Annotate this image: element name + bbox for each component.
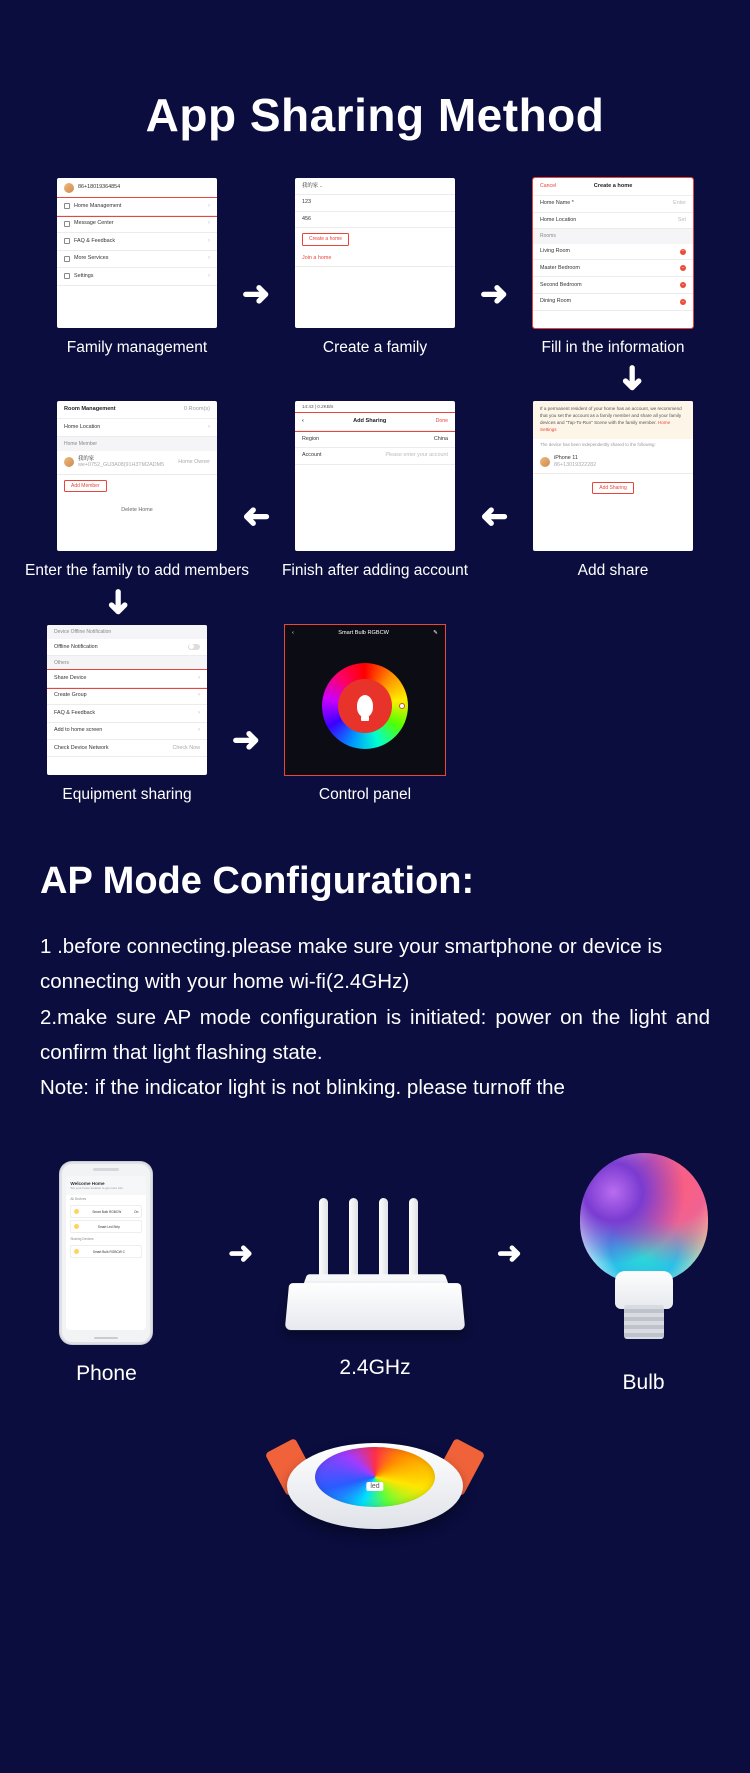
section-others: Others	[47, 656, 207, 670]
menu-label: Message Center	[74, 220, 114, 227]
arrow-right-icon: ➜	[228, 1237, 254, 1271]
add-sharing-wrap	[533, 474, 693, 502]
device-flow	[0, 1105, 750, 1395]
back-button[interactable]: ‹	[302, 418, 304, 425]
screenshot-add-share	[533, 401, 693, 551]
screenshot-create-home-form	[533, 178, 693, 328]
home-name: 456	[302, 216, 311, 222]
device-card[interactable]	[70, 1245, 142, 1258]
avatar	[540, 457, 550, 467]
row-label: Check Device Network	[54, 744, 109, 751]
account-row	[57, 178, 217, 198]
chevron-right-icon: ›	[208, 220, 210, 226]
control-panel-header	[285, 625, 445, 641]
member-name: iPhone 11	[554, 454, 578, 461]
row-value: Check Now	[172, 744, 200, 751]
field-region[interactable]	[295, 431, 455, 448]
share-sub: The device has been independently shared to the following:	[540, 441, 656, 447]
bulb-neck	[615, 1271, 673, 1309]
router-body	[285, 1283, 466, 1330]
menu-label: Home Management	[74, 202, 122, 209]
step-caption: Fill in the information	[541, 339, 685, 356]
chevron-right-icon: ›	[208, 272, 210, 279]
ap-line-2: 2.make sure AP mode configuration is initiated: power on the light and confirm that light flashing state.	[40, 1005, 710, 1064]
arrow-right-icon: ➜	[241, 274, 271, 313]
chevron-right-icon: ›	[198, 692, 200, 698]
flow-row-1	[10, 178, 740, 357]
rooms-section-label: Rooms	[533, 229, 693, 243]
menu-item-more-services[interactable]	[57, 251, 217, 269]
sharing-devices-label: Sharing Devices	[70, 1237, 94, 1242]
member-id: 86+13019322282	[554, 461, 597, 468]
field-label: Home Location	[540, 217, 577, 224]
create-home-button[interactable]: Create a home	[302, 233, 349, 245]
delete-home-button[interactable]: Delete Home	[121, 506, 153, 513]
device-router	[269, 1168, 482, 1380]
row-label: Home Location	[64, 424, 101, 431]
device-title: Smart Bulb RGBCW	[338, 629, 389, 636]
home-row-1[interactable]	[295, 195, 455, 212]
arrow-down-icon: ➜	[612, 364, 651, 393]
arrow-left-icon: ➜	[241, 498, 271, 537]
router-antenna	[409, 1198, 418, 1280]
room-row[interactable]	[533, 244, 693, 261]
flow-row-2	[10, 401, 740, 580]
arrow-down-wrap-1	[10, 357, 740, 401]
home-settings-link[interactable]: Home Settings	[540, 420, 671, 433]
device-caption: Bulb	[622, 1371, 665, 1395]
ap-line-3: Note: if the indicator light is not blinking. please turnoff the	[40, 1076, 565, 1100]
step-equipment-sharing	[34, 625, 220, 804]
room-row[interactable]	[533, 277, 693, 294]
shared-member-row[interactable]	[533, 450, 693, 474]
all-devices-label: All Devices	[70, 1197, 87, 1202]
flow-diagram	[0, 178, 750, 804]
row-home-location[interactable]	[57, 419, 217, 437]
screenshot-family-management	[57, 178, 217, 328]
row-label: Offline Notification	[54, 643, 98, 650]
arrow-left-1	[230, 498, 282, 537]
member-row[interactable]	[57, 451, 217, 475]
arrow-down-icon: ➜	[99, 587, 138, 616]
room-count: 0 Room(s)	[183, 406, 210, 413]
screenshot-device-settings	[47, 625, 207, 775]
ap-mode-heading: AP Mode Configuration:	[40, 860, 475, 903]
step-fill-information	[520, 178, 706, 357]
home-member-label: Home Member	[57, 437, 217, 451]
form-header	[533, 178, 693, 196]
field-home-name[interactable]	[533, 196, 693, 213]
device-card[interactable]	[70, 1205, 142, 1218]
router-mockup	[275, 1168, 475, 1338]
welcome-banner	[66, 1176, 146, 1195]
step-caption: Create a family	[322, 339, 428, 356]
step-caption: Family management	[66, 339, 208, 356]
downlight-mockup	[272, 1413, 478, 1535]
step-add-members	[25, 401, 249, 580]
home-header	[295, 178, 455, 195]
member-role: Home Owner	[178, 458, 210, 465]
account-id: 86+18019364854	[78, 184, 121, 191]
join-home-row[interactable]	[295, 251, 455, 268]
downlight-face	[315, 1447, 435, 1507]
row-faq-feedback[interactable]	[47, 705, 207, 723]
chevron-right-icon: ›	[198, 727, 200, 733]
menu-item-faq-feedback[interactable]	[57, 233, 217, 251]
chevron-right-icon: ›	[208, 423, 210, 430]
field-home-location[interactable]	[533, 213, 693, 230]
field-value: China	[433, 435, 448, 442]
account-input[interactable]: Please enter your account	[385, 452, 448, 459]
ap-line-1: 1 .before connecting.please make sure your smartphone or device is connecting with your home wi-fi(2.4GHz)	[40, 935, 663, 994]
screen-title: Add Sharing	[353, 418, 387, 425]
faq-icon	[64, 238, 70, 244]
field-label: Home Name *	[540, 200, 574, 207]
arrow-right-icon: ➜	[496, 1237, 522, 1271]
chevron-right-icon: ›	[208, 202, 210, 209]
add-sharing-button[interactable]: Add Sharing	[592, 482, 634, 494]
bulb-glass	[580, 1153, 708, 1283]
row-check-device-network[interactable]	[47, 740, 207, 757]
row-label: FAQ & Feedback	[54, 709, 96, 716]
phone-speaker	[93, 1168, 119, 1171]
home-row-2[interactable]	[295, 212, 455, 229]
offline-toggle[interactable]	[188, 644, 200, 651]
step-caption: Add share	[577, 562, 649, 580]
section-offline: Device Offline Notification	[47, 625, 207, 639]
home-name: 123	[302, 199, 311, 206]
step-finish-adding-account	[282, 401, 468, 580]
form-title: Create a home	[593, 183, 633, 189]
device-card[interactable]	[70, 1220, 142, 1233]
phone-mockup	[60, 1162, 152, 1344]
home-header-label: 我的家 ..	[302, 182, 323, 189]
arrow-right-icon: ➜	[479, 274, 509, 313]
row-label: Create Group	[54, 692, 87, 699]
chevron-right-icon: ›	[208, 237, 210, 244]
menu-item-message-center[interactable]	[57, 216, 217, 234]
row-label: Add to home screen	[54, 727, 103, 734]
arrow-right-4	[213, 1239, 269, 1269]
bulb-icon	[74, 1249, 79, 1254]
device-name: Smart Bulb RGBCW C	[92, 1249, 125, 1254]
arrow-right-3	[220, 721, 272, 760]
remove-room-icon[interactable]: −	[681, 248, 685, 255]
bulb-icon	[74, 1209, 79, 1214]
room-row[interactable]	[533, 294, 693, 311]
welcome-subtitle: Set your home location to get more info	[70, 1186, 123, 1191]
menu-item-home-management[interactable]	[57, 198, 217, 216]
device-phone	[0, 1162, 213, 1386]
arrow-left-icon: ➜	[479, 498, 509, 537]
avatar	[64, 457, 74, 467]
downlight-badge: led	[366, 1482, 383, 1491]
room-mgmt-header	[57, 401, 217, 419]
member-id: we+0752_GU3A08(91H3TM2ADM5	[78, 462, 165, 469]
row-share-device[interactable]	[47, 670, 207, 688]
gear-icon	[64, 273, 70, 279]
flow-row-3	[10, 625, 740, 804]
row-add-to-home-screen[interactable]	[47, 723, 207, 741]
menu-label: Settings	[74, 272, 94, 279]
field-value: Enter	[673, 200, 686, 207]
share-notice	[533, 401, 693, 439]
step-create-family	[282, 178, 468, 357]
cancel-button[interactable]: Cancel	[540, 183, 557, 190]
bulb-mockup	[569, 1153, 719, 1353]
step-caption: Control panel	[318, 785, 412, 803]
back-button[interactable]: ‹	[292, 629, 294, 636]
router-antenna	[319, 1198, 328, 1280]
add-member-button[interactable]: Add Member	[64, 480, 107, 492]
step-control-panel	[272, 625, 458, 804]
router-antenna	[349, 1198, 358, 1280]
step-caption: Enter the family to add members	[25, 562, 249, 580]
arrow-left-2	[468, 498, 520, 537]
downlight-section	[0, 1395, 750, 1561]
field-account[interactable]	[295, 448, 455, 465]
bulb-icon	[357, 695, 373, 717]
home-indicator	[94, 1337, 118, 1339]
room-row[interactable]	[533, 260, 693, 277]
phone-screen	[66, 1176, 146, 1330]
step-caption: Finish after adding account	[281, 562, 469, 580]
screenshot-control-panel	[285, 625, 445, 775]
step-caption: Equipment sharing	[62, 785, 192, 803]
row-offline-notification[interactable]	[47, 639, 207, 656]
message-icon	[64, 221, 70, 227]
remove-room-icon[interactable]: −	[681, 298, 685, 305]
field-label: Account	[302, 452, 322, 459]
remove-room-icon[interactable]: −	[681, 281, 685, 288]
arrow-right-2	[468, 274, 520, 313]
status-bar: 14:43 | 0.2KB/s	[302, 404, 334, 410]
room-label: Master Bedroom	[540, 264, 580, 271]
arrow-right-5	[481, 1239, 537, 1269]
router-antenna	[379, 1198, 388, 1280]
chevron-right-icon: ›	[198, 674, 200, 681]
menu-item-settings[interactable]	[57, 268, 217, 286]
bulb-base	[624, 1305, 664, 1339]
screen-title: Room Management	[64, 406, 116, 413]
edit-icon[interactable]: ✎	[433, 629, 438, 636]
chevron-right-icon: ›	[198, 709, 200, 716]
strip-icon	[74, 1224, 79, 1229]
color-wheel[interactable]	[322, 663, 408, 749]
room-label: Dining Room	[540, 298, 572, 305]
device-bulb	[537, 1153, 750, 1395]
welcome-title: Welcome Home	[70, 1181, 105, 1187]
remove-room-icon[interactable]: −	[681, 265, 685, 272]
device-name: Smart Bulb RGBCW	[92, 1209, 122, 1214]
home-icon	[64, 203, 70, 209]
avatar	[64, 183, 74, 193]
arrow-down-wrap-2	[10, 581, 740, 625]
chevron-right-icon: ›	[208, 255, 210, 261]
field-label: Region	[302, 435, 320, 442]
screenshot-add-sharing	[295, 401, 455, 551]
row-label: Share Device	[54, 674, 87, 681]
add-sharing-header	[295, 413, 455, 431]
device-name: Smart Led Strip	[97, 1224, 120, 1229]
screenshot-create-family	[295, 178, 455, 328]
step-family-management	[44, 178, 230, 357]
row-create-group[interactable]	[47, 688, 207, 706]
screenshot-room-management	[57, 401, 217, 551]
ap-mode-section	[0, 804, 750, 1105]
device-caption: 2.4GHz	[339, 1356, 411, 1380]
done-button[interactable]: Done	[435, 418, 448, 425]
color-preview	[338, 679, 392, 733]
menu-label: More Services	[74, 255, 109, 262]
color-wheel-handle[interactable]	[399, 703, 405, 709]
join-home-link: Join a home	[302, 255, 332, 261]
create-home-wrap	[295, 228, 455, 250]
field-value: Set	[677, 217, 686, 224]
room-label: Second Bedroom	[540, 281, 582, 288]
arrow-right-icon: ➜	[231, 721, 261, 760]
add-member-wrap	[57, 475, 217, 497]
arrow-right-1	[230, 274, 282, 313]
device-caption: Phone	[76, 1362, 137, 1386]
menu-label: FAQ & Feedback	[74, 237, 116, 244]
room-label: Living Room	[540, 248, 570, 255]
services-icon	[64, 256, 70, 262]
step-add-share	[520, 401, 706, 580]
share-notice-text: If a permanent resident of your home has an account, we recommend that you set the account as a family member and share all your family devices and "Tap-To-Run" Scene with the family member.	[540, 406, 682, 426]
device-state: On	[134, 1209, 139, 1214]
member-name: 我的家	[78, 455, 95, 462]
page-title: App Sharing Method	[145, 89, 605, 141]
